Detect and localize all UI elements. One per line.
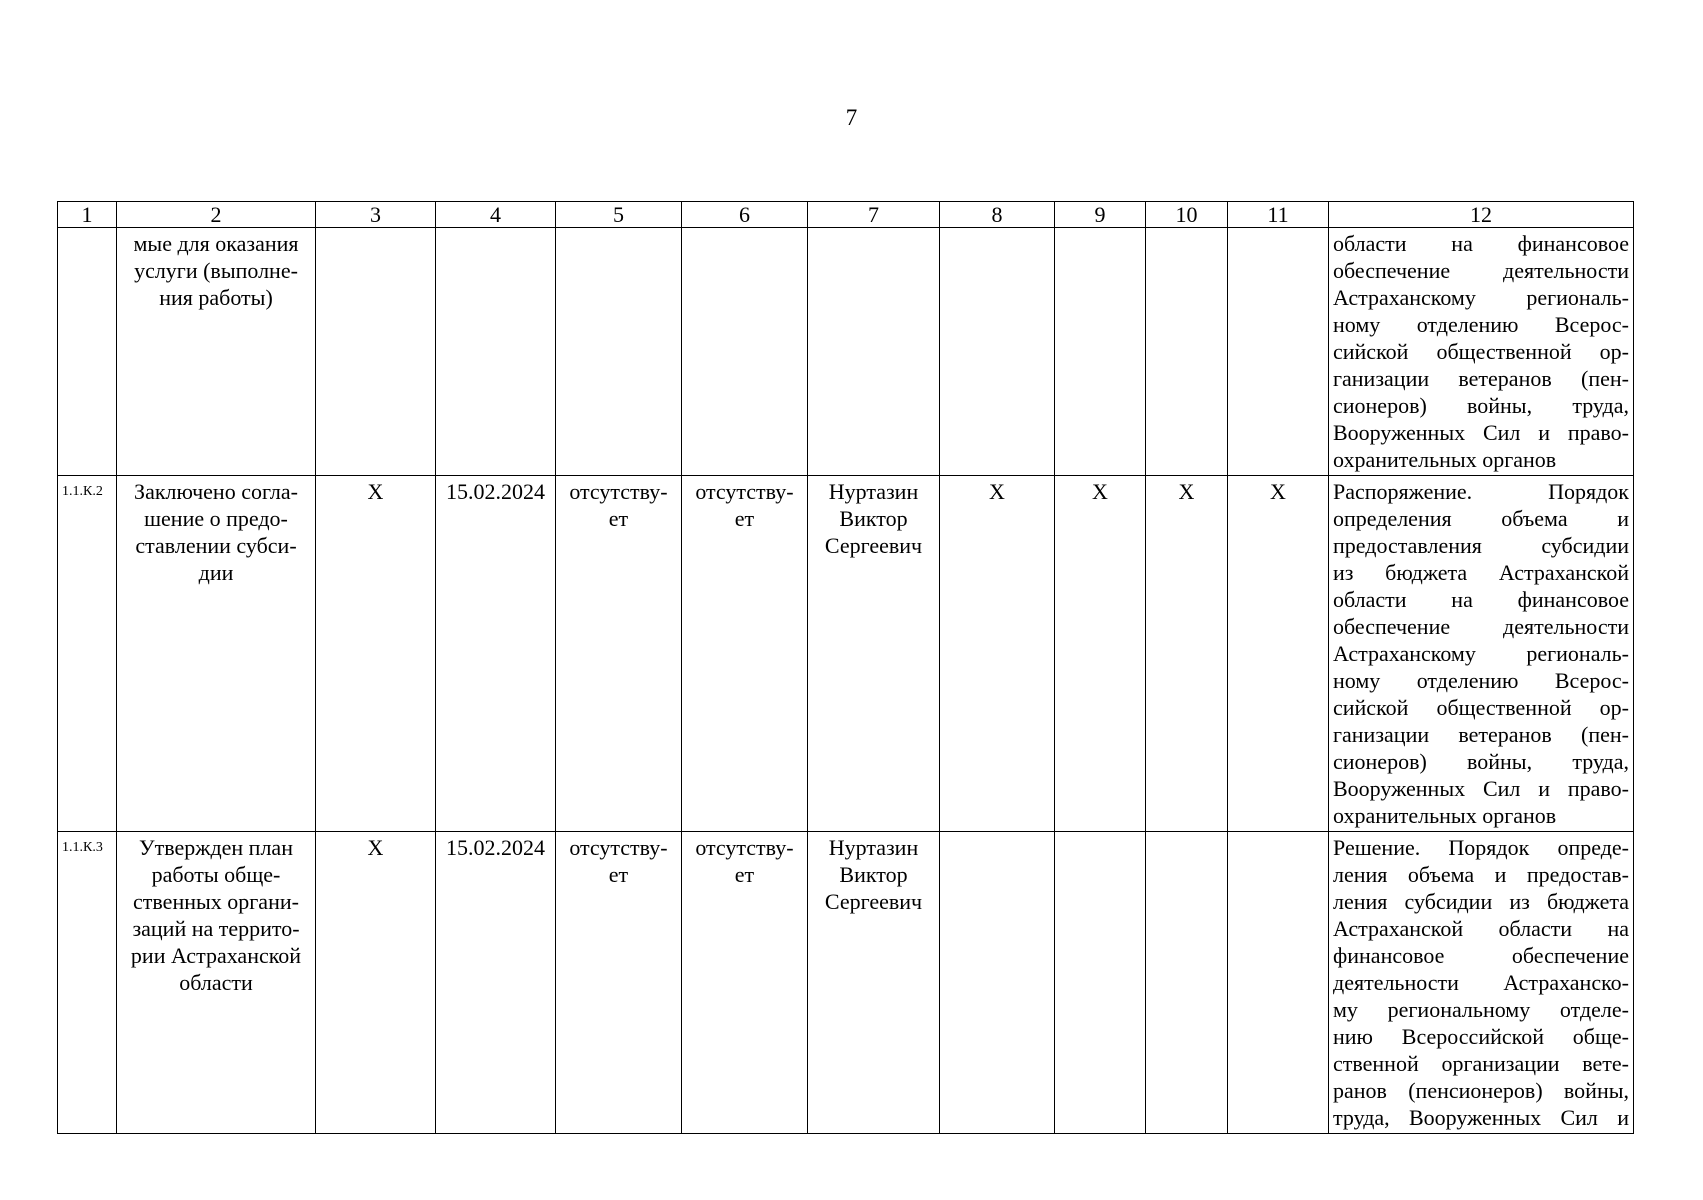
cell-document: Решение. Порядок опреде- ления объема и предостав- ления субсидии из бюджета Астраханской области на финансовое обеспечение деятельности Астраханско- му региональному отделе- нию Всероссийской обще- ственной организации вете- ранов (пенсионеров) войны, труда, Вооруженных Сил и — [1329, 832, 1634, 1134]
table-row — [58, 228, 1634, 476]
cell-date: 15.02.2024 — [436, 832, 556, 1134]
cell-event-name: Заключено согла- шение о предо- ставлении субси- дии — [117, 476, 316, 832]
cell-col-11: X — [1228, 476, 1329, 832]
cell-col-5 — [556, 228, 682, 476]
column-header-11: 11 — [1228, 202, 1329, 228]
cell-document: области на финансовое обеспечение деятельности Астраханскому региональ- ному отделению Всерос- сийской общественной ор- ганизации ветеранов (пен- сионеров) войны, труда, Вооруженных Сил и право- охранительных органов — [1329, 228, 1634, 476]
column-header-10: 10 — [1146, 202, 1228, 228]
cell-responsible: Нуртазин Виктор Сергеевич — [808, 832, 940, 1134]
cell-col-9 — [1055, 228, 1146, 476]
cell-event-name: мые для оказания услуги (выполне- ния работы) — [117, 228, 316, 476]
column-header-9: 9 — [1055, 202, 1146, 228]
table-row — [58, 832, 1634, 1134]
cell-col-5: отсутству- ет — [556, 476, 682, 832]
cell-number — [58, 228, 117, 476]
cell-col-3: X — [316, 832, 436, 1134]
table-row — [58, 476, 1634, 832]
cell-col-10: X — [1146, 476, 1228, 832]
cell-col-9 — [1055, 832, 1146, 1134]
cell-col-8 — [940, 832, 1055, 1134]
cell-col-3: X — [316, 476, 436, 832]
column-header-7: 7 — [808, 202, 940, 228]
page-number: 7 — [845, 105, 858, 130]
column-header-2: 2 — [117, 202, 316, 228]
cell-col-6 — [682, 228, 808, 476]
column-header-8: 8 — [940, 202, 1055, 228]
cell-number: 1.1.К.3 — [58, 832, 117, 1134]
cell-col-6: отсутству- ет — [682, 476, 808, 832]
cell-event-name: Утвержден план работы обще- ственных органи- заций на террито- рии Астраханской области — [117, 832, 316, 1134]
cell-date — [436, 228, 556, 476]
cell-col-5: отсутству- ет — [556, 832, 682, 1134]
cell-col-3 — [316, 228, 436, 476]
cell-col-11 — [1228, 832, 1329, 1134]
header-row — [58, 202, 1634, 228]
cell-col-8 — [940, 228, 1055, 476]
cell-col-8: X — [940, 476, 1055, 832]
cell-col-9: X — [1055, 476, 1146, 832]
cell-number: 1.1.К.2 — [58, 476, 117, 832]
cell-col-11 — [1228, 228, 1329, 476]
cell-col-10 — [1146, 228, 1228, 476]
column-header-4: 4 — [436, 202, 556, 228]
column-header-5: 5 — [556, 202, 682, 228]
cell-responsible: Нуртазин Виктор Сергеевич — [808, 476, 940, 832]
cell-responsible — [808, 228, 940, 476]
cell-date: 15.02.2024 — [436, 476, 556, 832]
plan-table — [57, 201, 1634, 1134]
cell-col-6: отсутству- ет — [682, 832, 808, 1134]
column-header-1: 1 — [58, 202, 117, 228]
column-header-12: 12 — [1329, 202, 1634, 228]
column-header-6: 6 — [682, 202, 808, 228]
cell-document: Распоряжение. Порядок определения объема и предоставления субсидии из бюджета Астраханской области на финансовое обеспечение деятельности Астраханскому региональ- ному отделению Всерос- сийской общественной ор- ганизации ветеранов (пен- сионеров) войны, труда, Вооруженных Сил и право- охранительных органов — [1329, 476, 1634, 832]
cell-col-10 — [1146, 832, 1228, 1134]
column-header-3: 3 — [316, 202, 436, 228]
